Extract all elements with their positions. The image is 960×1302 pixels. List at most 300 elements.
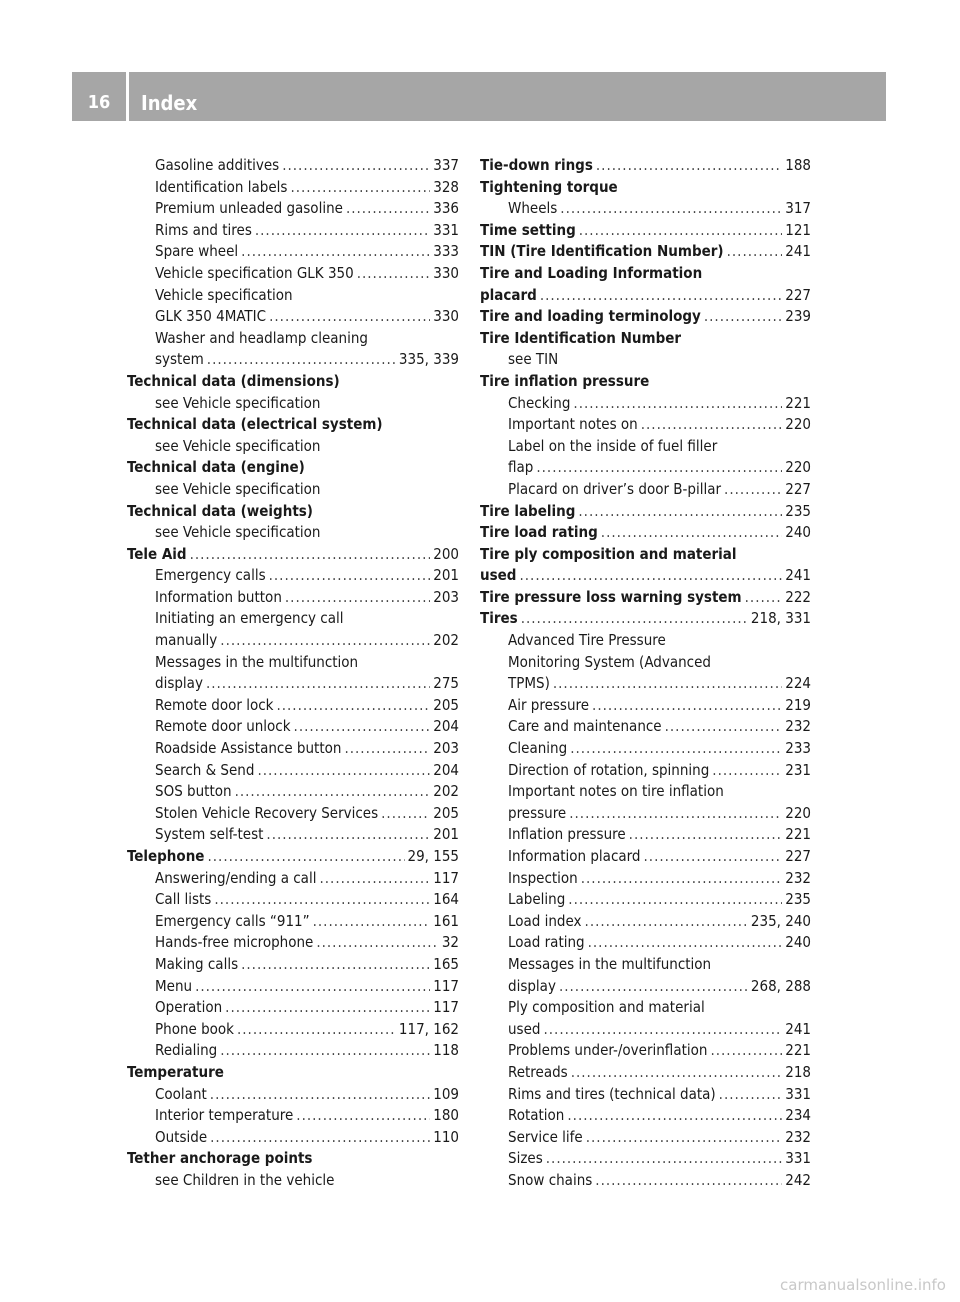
index-subentry	[480, 1170, 811, 1192]
leader-dots	[553, 673, 782, 695]
entry-term: Tie-down rings	[480, 156, 593, 174]
entry-page-ref: 219	[785, 695, 811, 714]
leader-dots	[296, 1105, 430, 1127]
entry-page-ref: 240	[785, 933, 811, 952]
leader-dots	[644, 846, 783, 868]
index-subentry	[480, 652, 811, 674]
index-subentry	[127, 328, 459, 350]
leader-dots	[641, 414, 783, 436]
index-subentry	[480, 716, 811, 738]
leader-dots	[745, 587, 783, 609]
index-entry	[127, 414, 459, 436]
entry-term: Hands-free microphone	[155, 933, 314, 952]
index-subentry	[480, 824, 811, 846]
entry-term: Telephone	[127, 847, 205, 865]
leader-dots	[712, 760, 782, 782]
entry-term: Interior temperature	[155, 1106, 294, 1125]
index-subentry	[480, 781, 811, 803]
entry-term: Emergency calls “911”	[155, 911, 310, 930]
entry-page-ref: 203	[433, 739, 459, 758]
index-column-left	[127, 155, 459, 1192]
entry-term: TIN (Tire Identification Number)	[480, 242, 724, 261]
entry-page-ref: 242	[785, 1170, 811, 1189]
leader-dots	[207, 846, 404, 868]
entry-page-ref: 205	[433, 695, 459, 714]
entry-term: Load index	[508, 911, 582, 930]
entry-page-ref: 240	[785, 523, 811, 542]
leader-dots	[560, 198, 782, 220]
index-subentry	[480, 911, 811, 933]
entry-term: Information button	[155, 587, 282, 606]
entry-term: TPMS)	[508, 674, 550, 693]
leader-dots	[266, 824, 430, 846]
entry-page-ref: 220	[785, 415, 811, 434]
entry-page-ref: 180	[433, 1106, 459, 1125]
leader-dots	[344, 738, 430, 760]
index-subentry	[127, 349, 459, 371]
entry-page-ref: 275	[433, 674, 459, 693]
entry-term: Technical data (electrical system)	[127, 415, 383, 434]
index-subentry	[127, 155, 459, 177]
index-subentry	[127, 716, 459, 738]
index-subentry	[127, 177, 459, 199]
index-entry	[127, 544, 459, 566]
index-subentry	[127, 932, 459, 954]
index-subentry	[480, 1019, 811, 1041]
entry-page-ref: 203	[433, 587, 459, 606]
entry-term: see Vehicle specification	[155, 479, 321, 498]
leader-dots	[255, 220, 430, 242]
leader-dots	[665, 716, 783, 738]
index-subentry	[127, 479, 459, 501]
entry-term: Tire and loading terminology	[480, 307, 701, 326]
entry-term: Advanced Tire Pressure	[508, 631, 666, 650]
index-subentry	[480, 1105, 811, 1127]
index-entry	[480, 155, 811, 177]
entry-term: Stolen Vehicle Recovery Services	[155, 803, 379, 822]
leader-dots	[285, 587, 430, 609]
page-number: 16	[87, 92, 111, 113]
entry-term: Problems under-/overinflation	[508, 1041, 708, 1060]
leader-dots	[568, 889, 782, 911]
index-subentry	[127, 824, 459, 846]
entry-term: display	[155, 674, 203, 693]
index-subentry	[127, 976, 459, 998]
entry-page-ref: 232	[785, 717, 811, 736]
entry-page-ref: 333	[433, 242, 459, 261]
entry-page-ref: 221	[785, 825, 811, 844]
index-subentry	[127, 997, 459, 1019]
entry-term: Messages in the multifunction	[508, 954, 712, 973]
leader-dots	[346, 198, 430, 220]
entry-term: Tire pressure loss warning system	[480, 587, 742, 606]
entry-term: Spare wheel	[155, 242, 239, 261]
leader-dots	[269, 306, 430, 328]
entry-term: system	[155, 350, 204, 369]
index-subentry	[127, 889, 459, 911]
entry-term: Tire Identification Number	[480, 328, 682, 347]
index-subentry	[480, 889, 811, 911]
leader-dots	[569, 803, 782, 825]
index-subentry	[480, 997, 811, 1019]
index-subentry	[127, 738, 459, 760]
index-subentry	[480, 673, 811, 695]
index-entry	[480, 371, 811, 393]
entry-term: Snow chains	[508, 1170, 593, 1189]
index-entry	[480, 220, 811, 242]
entry-term: Retreads	[508, 1062, 568, 1081]
entry-term: Air pressure	[508, 695, 590, 714]
entry-term: Emergency calls	[155, 566, 266, 585]
index-entry	[480, 608, 811, 630]
entry-term: placard	[480, 285, 537, 304]
index-subentry	[127, 285, 459, 307]
leader-dots	[579, 220, 783, 242]
index-subentry	[480, 349, 811, 371]
index-subentry	[480, 760, 811, 782]
entry-term: Answering/ending a call	[155, 868, 317, 887]
entry-term: Identification labels	[155, 177, 288, 196]
entry-term: Monitoring System (Advanced	[508, 652, 711, 671]
index-subentry	[127, 954, 459, 976]
entry-term: Messages in the multifunction	[155, 652, 359, 671]
entry-term: Important notes on	[508, 415, 638, 434]
entry-term: Roadside Assistance button	[155, 739, 342, 758]
entry-term: Rims and tires	[155, 220, 252, 239]
index-subentry	[127, 1084, 459, 1106]
entry-term: Making calls	[155, 954, 239, 973]
entry-page-ref: 117	[433, 868, 459, 887]
index-entry	[127, 1062, 459, 1084]
entry-term: Technical data (weights)	[127, 501, 313, 520]
leader-dots	[521, 608, 748, 630]
leader-dots	[210, 1127, 430, 1149]
leader-dots	[235, 781, 431, 803]
entry-term: see TIN	[508, 350, 559, 369]
entry-page-ref: 224	[785, 674, 811, 693]
leader-dots	[195, 976, 430, 998]
entry-term: Sizes	[508, 1149, 543, 1168]
entry-page-ref: 241	[785, 566, 811, 585]
index-entry	[480, 522, 811, 544]
leader-dots	[206, 673, 430, 695]
entry-term: Menu	[155, 976, 193, 995]
entry-page-ref: 232	[785, 868, 811, 887]
entry-page-ref: 241	[785, 242, 811, 261]
entry-term: used	[508, 1019, 541, 1038]
leader-dots	[241, 954, 430, 976]
index-subentry	[480, 846, 811, 868]
entry-term: SOS button	[155, 782, 232, 801]
leader-dots	[559, 976, 748, 998]
entry-term: Tires	[480, 609, 518, 628]
leader-dots	[207, 349, 396, 371]
index-subentry	[127, 565, 459, 587]
entry-term: see Vehicle specification	[155, 436, 321, 455]
entry-term: Technical data (dimensions)	[127, 371, 340, 390]
index-subentry	[480, 738, 811, 760]
entry-page-ref: 241	[785, 1019, 811, 1038]
entry-term: Tire load rating	[480, 523, 598, 542]
index-entry	[480, 587, 811, 609]
entry-term: Service life	[508, 1127, 583, 1146]
entry-term: see Vehicle specification	[155, 393, 321, 412]
entry-page-ref: 32	[441, 933, 459, 952]
index-subentry	[127, 781, 459, 803]
leader-dots	[241, 241, 430, 263]
entry-page-ref: 331	[433, 220, 459, 239]
entry-page-ref: 337	[433, 156, 459, 174]
entry-page-ref: 336	[433, 199, 459, 218]
entry-term: Checking	[508, 393, 571, 412]
entry-term: pressure	[508, 803, 567, 822]
entry-page-ref: 204	[433, 717, 459, 736]
entry-term: Placard on driver’s door B-pillar	[508, 479, 722, 498]
index-entry	[480, 565, 811, 587]
entry-page-ref: 227	[785, 847, 811, 865]
index-entry	[480, 306, 811, 328]
index-subentry	[480, 630, 811, 652]
entry-term: Washer and headlamp cleaning	[155, 328, 368, 347]
index-entry	[480, 544, 811, 566]
entry-term: Tire ply composition and material	[480, 544, 737, 563]
index-subentry	[127, 393, 459, 415]
entry-term: Search & Send	[155, 760, 255, 779]
leader-dots	[571, 1062, 783, 1084]
leader-dots	[573, 393, 782, 415]
leader-dots	[536, 457, 782, 479]
index-subentry	[127, 306, 459, 328]
leader-dots	[225, 997, 430, 1019]
entry-page-ref: 201	[433, 566, 459, 585]
leader-dots	[719, 1084, 783, 1106]
leader-dots	[704, 306, 782, 328]
entry-page-ref: 328	[433, 177, 459, 196]
entry-term: see Vehicle specification	[155, 523, 321, 542]
entry-term: Tire labeling	[480, 501, 576, 520]
entry-page-ref: 117, 162	[398, 1019, 459, 1038]
entry-page-ref: 118	[433, 1041, 459, 1060]
leader-dots	[724, 479, 782, 501]
entry-page-ref: 231	[785, 760, 811, 779]
leader-dots	[269, 565, 431, 587]
index-subentry	[480, 393, 811, 415]
leader-dots	[294, 716, 431, 738]
index-subentry	[127, 652, 459, 674]
entry-page-ref: 317	[785, 199, 811, 218]
leader-dots	[727, 241, 783, 263]
entry-term: Cleaning	[508, 739, 568, 758]
leader-dots	[629, 824, 783, 846]
leader-dots	[592, 695, 782, 717]
leader-dots	[290, 177, 430, 199]
index-subentry	[480, 954, 811, 976]
entry-term: Tether anchorage points	[127, 1149, 313, 1168]
index-subentry	[480, 198, 811, 220]
leader-dots	[316, 932, 439, 954]
entry-term: Information placard	[508, 847, 641, 865]
entry-page-ref: 221	[785, 1041, 811, 1060]
entry-term: Tele Aid	[127, 544, 187, 563]
entry-term: flap	[508, 458, 534, 477]
index-entry	[127, 846, 459, 868]
leader-dots	[588, 932, 783, 954]
index-subentry	[127, 1127, 459, 1149]
leader-dots	[257, 760, 430, 782]
index-subentry	[127, 198, 459, 220]
entry-page-ref: 164	[433, 890, 459, 909]
entry-term: Inspection	[508, 868, 578, 887]
index-column-right	[480, 155, 811, 1192]
leader-dots	[357, 263, 431, 285]
index-subentry	[127, 1105, 459, 1127]
watermark: carmanualsonline.info	[780, 1276, 946, 1294]
index-subentry	[127, 522, 459, 544]
index-subentry	[480, 803, 811, 825]
index-subentry	[127, 1170, 459, 1192]
entry-page-ref: 161	[433, 911, 459, 930]
leader-dots	[601, 522, 782, 544]
entry-page-ref: 330	[433, 263, 459, 282]
index-subentry	[127, 220, 459, 242]
entry-term: Vehicle specification GLK 350	[155, 263, 354, 282]
entry-page-ref: 188	[785, 156, 811, 174]
leader-dots	[210, 1084, 430, 1106]
entry-page-ref: 330	[433, 307, 459, 326]
entry-term: Gasoline additives	[155, 156, 280, 174]
entry-page-ref: 202	[433, 782, 459, 801]
entry-term: Care and maintenance	[508, 717, 662, 736]
entry-page-ref: 268, 288	[750, 976, 811, 995]
entry-page-ref: 117	[433, 998, 459, 1017]
entry-page-ref: 117	[433, 976, 459, 995]
leader-dots	[585, 911, 748, 933]
index-entry	[480, 285, 811, 307]
index-subentry	[480, 932, 811, 954]
index-subentry	[127, 263, 459, 285]
entry-page-ref: 222	[785, 587, 811, 606]
leader-dots	[581, 868, 783, 890]
leader-dots	[282, 155, 430, 177]
index-subentry	[480, 1084, 811, 1106]
entry-term: Temperature	[127, 1062, 224, 1081]
index-subentry	[127, 436, 459, 458]
entry-term: Initiating an emergency call	[155, 609, 344, 628]
entry-page-ref: 239	[785, 307, 811, 326]
entry-page-ref: 235	[785, 890, 811, 909]
index-subentry	[127, 608, 459, 630]
entry-page-ref: 235	[785, 501, 811, 520]
index-subentry	[127, 803, 459, 825]
entry-page-ref: 165	[433, 954, 459, 973]
index-subentry	[480, 1062, 811, 1084]
leader-dots	[220, 630, 430, 652]
index-subentry	[480, 1127, 811, 1149]
index-subentry	[480, 1148, 811, 1170]
index-subentry	[480, 1040, 811, 1062]
header-divider	[126, 72, 129, 121]
entry-page-ref: 201	[433, 825, 459, 844]
entry-page-ref: 234	[785, 1106, 811, 1125]
index-subentry	[127, 587, 459, 609]
entry-term: Tightening torque	[480, 177, 618, 196]
leader-dots	[540, 285, 782, 307]
entry-page-ref: 218, 331	[750, 609, 811, 628]
entry-page-ref: 232	[785, 1127, 811, 1146]
leader-dots	[578, 501, 782, 523]
leader-dots	[567, 1105, 782, 1127]
entry-page-ref: 109	[433, 1084, 459, 1103]
leader-dots	[319, 868, 430, 890]
section-title: Index	[141, 91, 198, 115]
leader-dots	[595, 1170, 782, 1192]
entry-term: Vehicle specification	[155, 285, 293, 304]
leader-dots	[190, 544, 431, 566]
leader-dots	[546, 1148, 782, 1170]
entry-page-ref: 235, 240	[750, 911, 811, 930]
leader-dots	[214, 889, 430, 911]
entry-term: Coolant	[155, 1084, 207, 1103]
entry-term: Tire and Loading Information	[480, 263, 703, 282]
leader-dots	[237, 1019, 396, 1041]
index-subentry	[480, 414, 811, 436]
entry-term: Remote door unlock	[155, 717, 291, 736]
leader-dots	[543, 1019, 782, 1041]
entry-term: Tire inflation pressure	[480, 371, 650, 390]
entry-page-ref: 204	[433, 760, 459, 779]
leader-dots	[313, 911, 431, 933]
leader-dots	[570, 738, 782, 760]
entry-term: GLK 350 4MATIC	[155, 307, 267, 326]
index-entry	[480, 177, 811, 199]
entry-page-ref: 202	[433, 631, 459, 650]
entry-term: Time setting	[480, 220, 576, 239]
entry-term: Rims and tires (technical data)	[508, 1084, 716, 1103]
entry-term: used	[480, 566, 517, 585]
index-entry	[480, 328, 811, 350]
entry-page-ref: 233	[785, 739, 811, 758]
entry-term: Technical data (engine)	[127, 458, 305, 477]
entry-page-ref: 110	[433, 1127, 459, 1146]
entry-term: Wheels	[508, 199, 558, 218]
entry-page-ref: 200	[433, 544, 459, 563]
entry-term: Remote door lock	[155, 695, 274, 714]
index-subentry	[480, 695, 811, 717]
index-entry	[480, 501, 811, 523]
index-subentry	[480, 976, 811, 998]
index-entry	[480, 241, 811, 263]
index-subentry	[127, 695, 459, 717]
leader-dots	[220, 1040, 430, 1062]
entry-term: System self-test	[155, 825, 264, 844]
entry-term: manually	[155, 631, 218, 650]
index-subentry	[127, 911, 459, 933]
entry-page-ref: 331	[785, 1149, 811, 1168]
index-subentry	[480, 457, 811, 479]
leader-dots	[710, 1040, 782, 1062]
entry-term: Label on the inside of fuel filler	[508, 436, 718, 455]
index-entry	[127, 457, 459, 479]
entry-page-ref: 227	[785, 285, 811, 304]
entry-term: see Children in the vehicle	[155, 1170, 335, 1189]
index-subentry	[127, 760, 459, 782]
leader-dots	[381, 803, 430, 825]
entry-page-ref: 121	[785, 220, 811, 239]
entry-term: Phone book	[155, 1019, 234, 1038]
index-subentry	[127, 1040, 459, 1062]
entry-term: Labeling	[508, 890, 566, 909]
entry-page-ref: 218	[785, 1062, 811, 1081]
